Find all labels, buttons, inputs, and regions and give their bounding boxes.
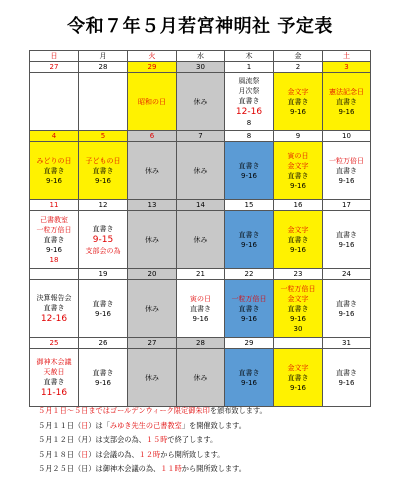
schedule-row (30, 73, 371, 131)
date-number: 10 (323, 131, 371, 142)
date-number: 27 (30, 62, 79, 73)
date-number: 28 (177, 338, 225, 349)
weekday-header: 月 (79, 51, 128, 62)
cell-text: 直書き (43, 235, 65, 244)
cell-text: 9-16 (95, 309, 111, 318)
date-number (30, 269, 79, 280)
cell-text: 直書き (287, 373, 309, 382)
day-cell (323, 349, 371, 407)
day-cell (30, 211, 79, 269)
weekday-header: 金 (274, 51, 323, 62)
cell-text: 直書き (92, 166, 114, 175)
date-number: 9 (274, 131, 323, 142)
date-number: 31 (323, 338, 371, 349)
schedule-row (30, 142, 371, 200)
day-cell (225, 73, 274, 131)
note-text: ５月１１日（ (38, 420, 82, 430)
weekday-header: 土 (323, 51, 371, 62)
page-title: 令和７年５月若宮神明社 予定表 (67, 16, 333, 37)
day-cell (79, 349, 128, 407)
cell-text: 8 (246, 118, 252, 127)
schedule-row (30, 211, 371, 269)
cell-text: 金文字 (287, 363, 309, 372)
date-number: 11 (30, 200, 79, 211)
cell-text: 直書き (92, 224, 114, 233)
cell-text: 金文字 (287, 294, 309, 303)
cell-text: 30 (293, 324, 303, 333)
day-cell (323, 142, 371, 200)
day-cell (30, 73, 79, 131)
cell-text: 9-16 (338, 107, 355, 116)
cell-text: 9-16 (338, 309, 355, 318)
day-cell (79, 211, 128, 269)
weekday-header: 水 (177, 51, 225, 62)
cell-text: みどりの日 (36, 156, 72, 165)
cell-text: 直書き (336, 299, 357, 308)
date-row (30, 131, 371, 142)
cell-text: 18 (49, 255, 59, 264)
day-cell (225, 280, 274, 338)
cell-text: 9-16 (290, 314, 306, 323)
note-text: 日 (81, 420, 89, 430)
day-cell (225, 142, 274, 200)
cell-text: 御神木会議 (36, 357, 72, 366)
day-cell (79, 73, 128, 131)
date-number: 2 (274, 62, 323, 73)
date-row (30, 62, 371, 73)
note-text: ゴールデンウィーク限定御朱印 (109, 406, 210, 415)
date-number: 19 (79, 269, 128, 280)
day-cell (177, 349, 225, 407)
note-text: 」を開催致します。 (181, 420, 246, 430)
cell-text: 一粒万倍日 (36, 225, 72, 234)
cell-text: 支部会の為 (85, 246, 121, 255)
note-line (38, 433, 388, 448)
note-text: ５月１８日（ (38, 449, 82, 459)
weekday-header-row (30, 51, 371, 62)
note-text: ５月１２日（月）は支部会の為、 (38, 435, 146, 444)
cell-text: 休み (145, 304, 159, 313)
cell-text: 9-15 (92, 234, 114, 245)
day-cell (274, 349, 323, 407)
schedule-row (30, 280, 371, 338)
cell-text: 休み (145, 166, 159, 175)
date-number: 4 (30, 131, 79, 142)
note-text: ）は会議の為、 (88, 449, 139, 459)
date-number: 23 (274, 269, 323, 280)
day-cell (128, 73, 177, 131)
cell-text: 一粒万倍日 (231, 294, 267, 303)
cell-text: 9-16 (192, 314, 209, 323)
cell-text: 休み (193, 97, 208, 106)
cell-text: 9-16 (46, 245, 62, 254)
cell-text: 9-16 (241, 171, 257, 180)
cell-text: 9-16 (338, 378, 355, 387)
cell-text: 9-16 (290, 245, 306, 254)
date-number: 29 (128, 62, 177, 73)
cell-text: 憲法記念日 (329, 87, 364, 96)
day-cell (274, 73, 323, 131)
note-text: 日 (81, 449, 89, 459)
date-number: 17 (323, 200, 371, 211)
day-cell (274, 142, 323, 200)
note-text: １２時 (138, 449, 161, 459)
cell-text: 寅の日 (287, 151, 309, 160)
cell-text: 9-16 (241, 378, 257, 387)
note-text: から開所致します。 (160, 449, 225, 459)
note-text: で終了します。 (167, 435, 218, 444)
cell-text: 12-16 (235, 106, 263, 117)
cell-text: 休み (193, 235, 208, 244)
cell-text: 天赦日 (43, 367, 65, 376)
cell-text: 9-16 (290, 107, 306, 116)
cell-text: 子どもの日 (85, 156, 121, 165)
cell-text: 直書き (336, 97, 357, 106)
cell-text: 休み (193, 166, 208, 175)
day-cell (177, 211, 225, 269)
date-row (30, 269, 371, 280)
day-cell (30, 142, 79, 200)
weekday-header: 日 (30, 51, 79, 62)
day-cell (128, 211, 177, 269)
cell-text: 直書き (238, 96, 260, 105)
date-number: 1 (225, 62, 274, 73)
cell-text: 9-16 (46, 176, 62, 185)
cell-text: 直書き (287, 304, 309, 313)
schedule-row (30, 349, 371, 407)
date-number: 29 (225, 338, 274, 349)
cell-text: 9-16 (338, 176, 355, 185)
day-cell (274, 211, 323, 269)
cell-text: 直書き (190, 304, 211, 313)
note-text: ５月１日～５日までは (38, 406, 110, 415)
date-number: 7 (177, 131, 225, 142)
note-line (38, 462, 388, 477)
cell-text: 9-16 (290, 383, 306, 392)
cell-text: 決算報告会 (36, 293, 72, 302)
cell-text: 直書き (238, 230, 260, 239)
cell-text: 休み (193, 373, 208, 382)
cell-text: 直書き (92, 299, 114, 308)
cell-text: 9-16 (241, 314, 257, 323)
cell-text: 一粒万倍日 (329, 156, 364, 165)
date-number: 6 (128, 131, 177, 142)
note-text: から開所致します。 (181, 464, 246, 473)
cell-text: 金文字 (287, 225, 309, 234)
cell-text: 直書き (43, 303, 65, 312)
cell-text: 直書き (43, 166, 65, 175)
date-number: 28 (79, 62, 128, 73)
date-number: 16 (274, 200, 323, 211)
date-number: 20 (128, 269, 177, 280)
note-text: １５時 (145, 435, 168, 444)
day-cell (177, 73, 225, 131)
cell-text: 己書教室 (40, 215, 68, 224)
cell-text: 直書き (92, 368, 114, 377)
cell-text: 直書き (336, 230, 357, 239)
note-text: みゆき先生の己書教室 (109, 420, 182, 430)
date-number: 5 (79, 131, 128, 142)
note-line (38, 404, 388, 419)
note-text: を頒布致します。 (209, 406, 267, 415)
date-number: 14 (177, 200, 225, 211)
cell-text: 9-16 (290, 181, 306, 190)
cell-text: 風流祭 (238, 76, 260, 85)
cell-text: 9-16 (95, 176, 111, 185)
cell-text: 9-16 (338, 240, 355, 249)
note-text: ）は「 (88, 420, 110, 430)
day-cell (323, 73, 371, 131)
date-number: 13 (128, 200, 177, 211)
day-cell (225, 349, 274, 407)
date-number: 3 (323, 62, 371, 73)
date-number (274, 338, 323, 349)
date-number: 21 (177, 269, 225, 280)
cell-text: 休み (145, 373, 159, 382)
cell-text: 9-16 (95, 378, 111, 387)
day-cell (177, 280, 225, 338)
cell-text: 9-16 (241, 240, 257, 249)
notes-section (38, 404, 388, 477)
date-number: 8 (225, 131, 274, 142)
note-line (38, 419, 388, 434)
cell-text: 直書き (238, 304, 260, 313)
cell-text: 11-16 (40, 387, 68, 398)
cell-text: 直書き (287, 235, 309, 244)
cell-text: 直書き (336, 166, 357, 175)
day-cell (79, 142, 128, 200)
cell-text: 金文字 (287, 87, 309, 96)
cell-text: 寅の日 (190, 294, 211, 303)
cell-text: 直書き (287, 171, 309, 180)
day-cell (177, 142, 225, 200)
date-row (30, 200, 371, 211)
note-text: ５月２５日（日）は御神木会議の為、 (38, 464, 161, 473)
cell-text: 昭和の日 (138, 97, 166, 106)
cell-text: 直書き (43, 377, 65, 386)
day-cell (30, 349, 79, 407)
date-number: 25 (30, 338, 79, 349)
cell-text: 直書き (238, 368, 260, 377)
date-number: 12 (79, 200, 128, 211)
note-text: １１時 (160, 464, 182, 473)
cell-text: 直書き (336, 368, 357, 377)
cell-text: 月次祭 (238, 86, 260, 95)
cell-text: 金文字 (287, 161, 309, 170)
date-number: 24 (323, 269, 371, 280)
date-number: 27 (128, 338, 177, 349)
date-number: 30 (177, 62, 225, 73)
date-number: 22 (225, 269, 274, 280)
cell-text: 直書き (238, 161, 260, 170)
day-cell (128, 142, 177, 200)
day-cell (225, 211, 274, 269)
cell-text: 一粒万倍日 (280, 284, 316, 293)
calendar-table (29, 50, 371, 407)
day-cell (30, 280, 79, 338)
cell-text: 直書き (287, 97, 309, 106)
weekday-header: 火 (128, 51, 177, 62)
date-number: 26 (79, 338, 128, 349)
day-cell (274, 280, 323, 338)
cell-text: 休み (145, 235, 159, 244)
weekday-header: 木 (225, 51, 274, 62)
note-line (38, 448, 388, 463)
day-cell (128, 349, 177, 407)
date-row (30, 338, 371, 349)
day-cell (323, 211, 371, 269)
date-number: 15 (225, 200, 274, 211)
day-cell (128, 280, 177, 338)
day-cell (79, 280, 128, 338)
cell-text: 12-16 (40, 313, 68, 324)
day-cell (323, 280, 371, 338)
